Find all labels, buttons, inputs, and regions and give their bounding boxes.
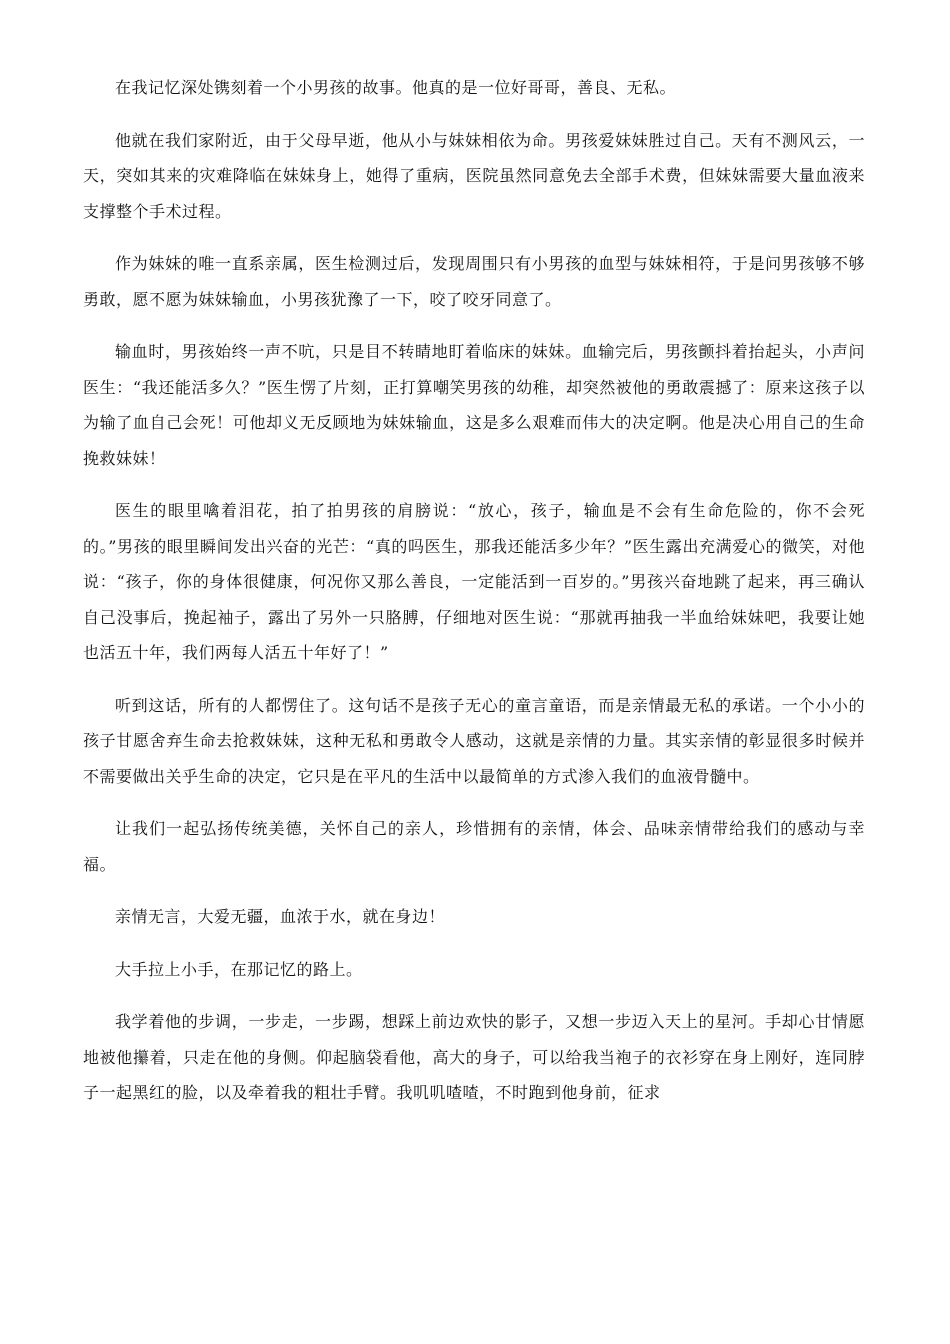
paragraph-6: 听到这话，所有的人都愣住了。这句话不是孩子无心的童言童语，而是亲情最无私的承诺。一个小小的孩子甘愿舍弃生命去抢救妹妹，这种无私和勇敢令人感动，这就是亲情的力量。其实亲情的彰显很多时候并不需要做出关乎生命的决定，它只是在平凡的生活中以最简单的方式渗入我们的血液骨髓中。 [83, 695, 865, 786]
paragraph-8: 亲情无言，大爱无疆，血浓于水，就在身边！ [115, 907, 446, 926]
paragraph-9: 大手拉上小手，在那记忆的路上。 [115, 959, 363, 979]
document-page [83, 70, 865, 1128]
paragraph-5: 医生的眼里噙着泪花，拍了拍男孩的肩膀说：“放心，孩子，输血是不会有生命危险的，你不会死的。”男孩的眼里瞬间发出兴奋的光芒：“真的吗医生，那我还能活多少年？”医生露出充满爱心的微笑，对他说：“孩子，你的身体很健康，何况你又那么善良，一定能活到一百岁的。”男孩兴奋地跳了起来，再三确认自己没事后，挽起袖子，露出了另外一只胳膊，仔细地对医生说：“那就再抽我一半血给妹妹吧，我要让她也活五十年，我们两每人活五十年好了！” [83, 501, 865, 662]
paragraph-7: 让我们一起弘扬传统美德，关怀自己的亲人，珍惜拥有的亲情，体会、品味亲情带给我们的感动与幸福。 [83, 819, 865, 874]
paragraph-1: 在我记忆深处镌刻着一个小男孩的故事。他真的是一位好哥哥，善良、无私。 [115, 78, 677, 97]
paragraph-10: 我学着他的步调，一步走，一步踢，想踩上前边欢快的影子，又想一步迈入天上的星河。手却心甘情愿地被他攥着，只走在他的身侧。仰起脑袋看他，高大的身子，可以给我当袍子的衣衫穿在身上刚好，连同脖子一起黑红的脸，以及牵着我的粗壮手臂。我叽叽喳喳，不时跑到他身前，征求 [83, 1012, 865, 1102]
paragraph-3: 作为妹妹的唯一直系亲属，医生检测过后，发现周围只有小男孩的血型与妹妹相符，于是问男孩够不够勇敢，愿不愿为妹妹输血，小男孩犹豫了一下，咬了咬牙同意了。 [83, 254, 865, 309]
paragraph-2: 他就在我们家附近，由于父母早逝，他从小与妹妹相依为命。男孩爱妹妹胜过自己。天有不测风云，一天，突如其来的灾难降临在妹妹身上，她得了重病，医院虽然同意免去全部手术费，但妹妹需要大量血液来支撑整个手术过程。 [83, 130, 865, 221]
paragraph-4: 输血时，男孩始终一声不吭，只是目不转睛地盯着临床的妹妹。血输完后，男孩颤抖着抬起头，小声问医生：“我还能活多久？”医生愣了片刻，正打算嘲笑男孩的幼稚，却突然被他的勇敢震撼了：原来这孩子以为输了血自己会死！可他却义无反顾地为妹妹输血，这是多么艰难而伟大的决定啊。他是决心用自己的生命挽救妹妹！ [83, 342, 865, 468]
